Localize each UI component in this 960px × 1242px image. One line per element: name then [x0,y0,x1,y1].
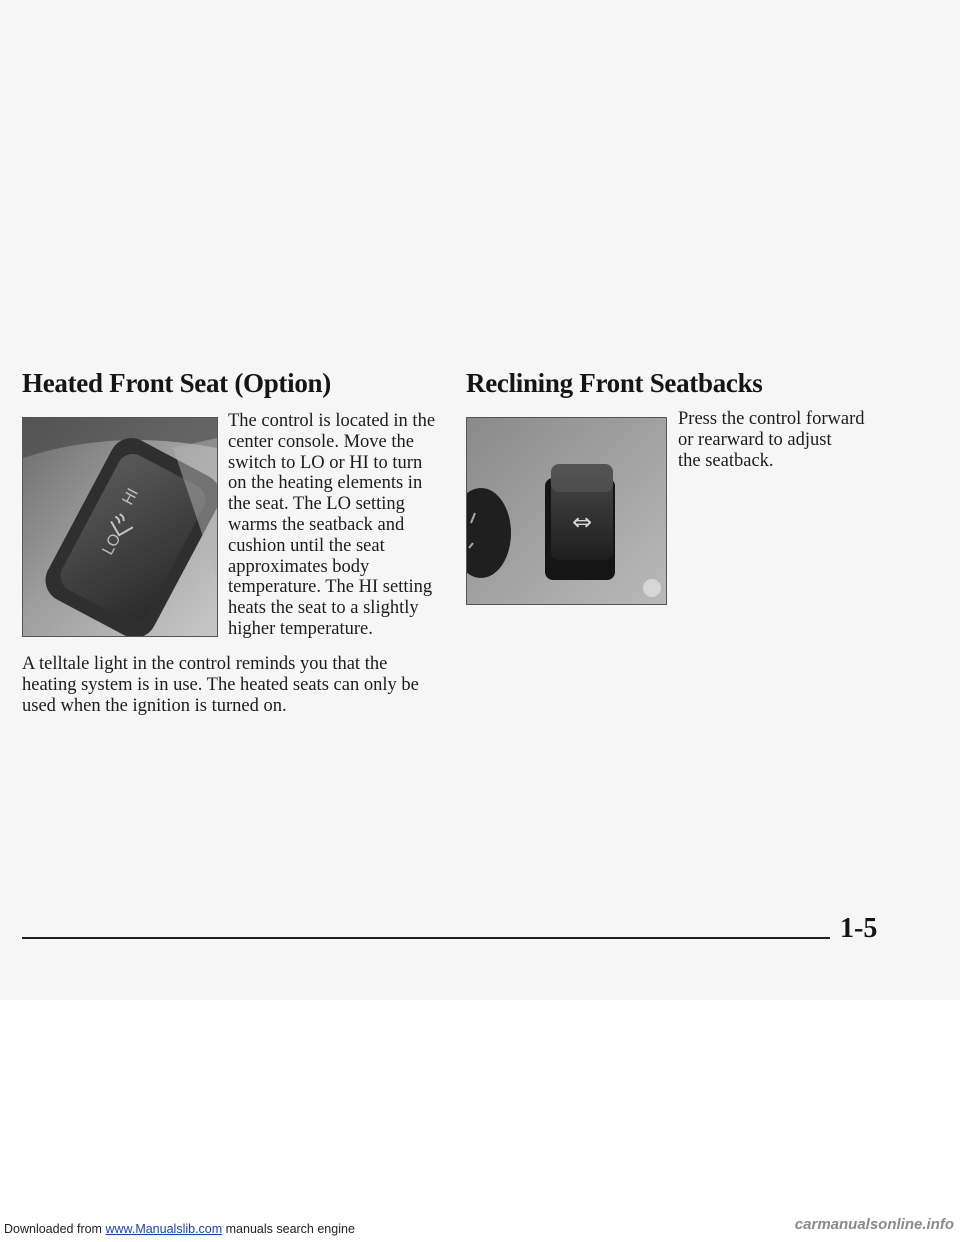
text-line: used when the ignition is turned on. [22,695,287,716]
manualslib-link[interactable]: www.Manualslib.com [105,1222,223,1236]
text-line: on the heating elements in [228,473,423,494]
heated-seat-heading: Heated Front Seat (Option) [22,368,331,398]
footer-attribution [4,1222,355,1236]
text-line: switch to LO or HI to turn [228,452,423,473]
hi-label: HI [119,485,143,508]
text-line: the seat. The LO setting [228,494,405,515]
text-line: heats the seat to a slightly [228,598,419,619]
text-line: temperature. The HI setting [228,577,433,598]
text-line: heating system is in use. The heated seats can only be [22,674,419,695]
text-line: or rearward to adjust [678,429,832,450]
heated-seat-description [228,411,435,640]
telltale-note [22,654,419,716]
lo-label: LO [99,531,125,558]
recline-control-photo [466,417,667,605]
footer-prefix: Downloaded from [4,1222,106,1236]
text-line: Press the control forward [678,409,865,429]
reclining-description [678,409,865,471]
watermark: carmanualsonline.info [794,1216,954,1233]
text-line: approximates body [228,556,370,577]
page-rule [22,937,830,939]
heated-seat-switch-photo [22,417,218,637]
footer-suffix: manuals search engine [222,1222,355,1236]
reclining-seatbacks-heading: Reclining Front Seatbacks [466,368,763,398]
bidirectional-arrow-icon: ⇔ [571,508,593,536]
page-number: 1-5 [840,913,878,944]
text-line: The control is located in the [228,411,436,431]
text-line: the seatback. [678,450,774,471]
text-line: center console. Move the [228,431,414,452]
text-line: higher temperature. [228,618,373,639]
text-line: warms the seatback and [228,514,405,535]
text-line: cushion until the seat [228,535,385,556]
download-footer [0,1212,960,1242]
text-line: A telltale light in the control reminds you that the [22,654,388,674]
